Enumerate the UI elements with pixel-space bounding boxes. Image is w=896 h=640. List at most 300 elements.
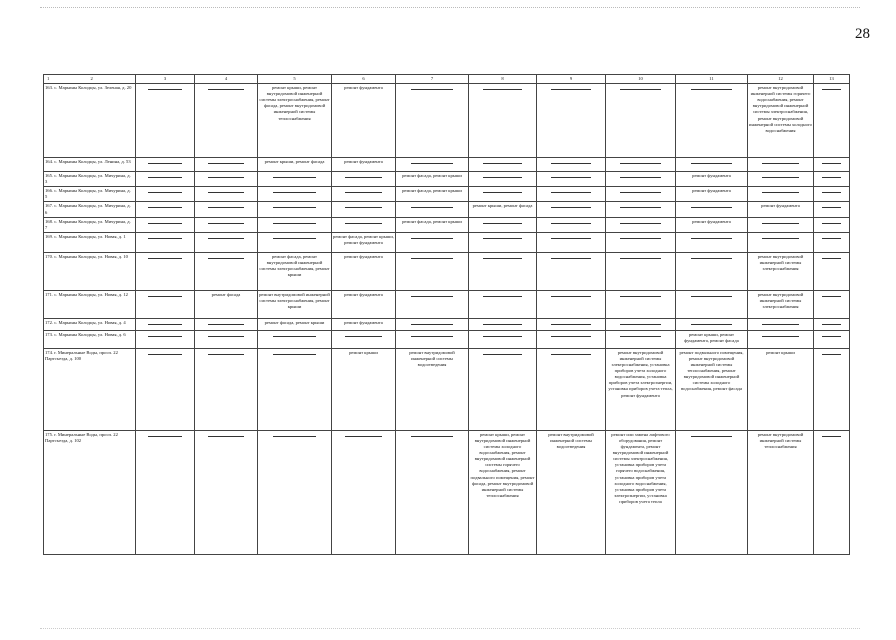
empty-dash-cell (258, 202, 332, 217)
work-cell: ремонт фасада (195, 290, 258, 318)
column-header-12: 12 (748, 75, 814, 84)
empty-dash-cell (136, 290, 195, 318)
dash-line (822, 223, 842, 224)
work-cell: ремонт фасада, ремонт внутридомовой инженерной системы электроснабжения, ремонт крыши (258, 252, 332, 290)
dash-line (822, 258, 842, 259)
dash-line (273, 238, 316, 239)
column-header-13: 13 (814, 75, 850, 84)
empty-dash-cell (676, 232, 748, 252)
table-row (44, 290, 850, 318)
address-cell: 164. с. Марьины Колодцы, ул. Ленина, д. 53 (44, 158, 136, 172)
empty-dash-cell (537, 290, 606, 318)
dash-line (822, 436, 842, 437)
empty-dash-cell (606, 252, 676, 290)
dash-line (483, 177, 522, 178)
empty-dash-cell (195, 158, 258, 172)
empty-dash-cell (537, 84, 606, 158)
empty-dash-cell (676, 202, 748, 217)
empty-dash-cell (469, 187, 537, 202)
page-number: 28 (855, 26, 870, 42)
dash-line (411, 89, 453, 90)
works-table-container (43, 74, 849, 555)
dash-line (620, 238, 660, 239)
dash-line (822, 192, 842, 193)
dash-line (822, 336, 842, 337)
dash-line (551, 89, 591, 90)
empty-dash-cell (136, 348, 195, 430)
dash-line (762, 238, 800, 239)
work-cell: ремонт внутридомовой инженерной системы электроснабжения, ремонт крыши (258, 290, 332, 318)
dash-line (691, 207, 732, 208)
empty-dash-cell (676, 318, 748, 330)
address-cell: 166. с. Марьины Колодцы, ул. Мичурина, д. 5 (44, 187, 136, 202)
empty-dash-cell (195, 348, 258, 430)
address-cell: 171. с. Марьины Колодцы, ул. Новая, д. 12 (44, 290, 136, 318)
dash-line (411, 238, 453, 239)
column-header-8: 8 (469, 75, 537, 84)
empty-dash-cell (396, 252, 469, 290)
dash-line (483, 163, 522, 164)
dash-line (691, 89, 732, 90)
empty-dash-cell (469, 158, 537, 172)
empty-dash-cell (469, 290, 537, 318)
empty-dash-cell (258, 430, 332, 554)
work-cell: ремонт фасада, ремонт крыши, ремонт фундамента (332, 232, 396, 252)
empty-dash-cell (814, 290, 850, 318)
dash-line (551, 296, 591, 297)
dash-line (411, 258, 453, 259)
dash-line (620, 89, 660, 90)
table-row (44, 187, 850, 202)
dash-line (691, 436, 732, 437)
dash-line (345, 192, 382, 193)
empty-dash-cell (469, 217, 537, 232)
dash-line (483, 238, 522, 239)
dash-line (483, 296, 522, 297)
empty-dash-cell (258, 172, 332, 187)
empty-dash-cell (136, 217, 195, 232)
dash-line (551, 223, 591, 224)
dash-line (691, 296, 732, 297)
empty-dash-cell (195, 430, 258, 554)
empty-dash-cell (814, 202, 850, 217)
dash-line (822, 89, 842, 90)
work-cell: ремонт фасада, ремонт крыши (396, 187, 469, 202)
empty-dash-cell (195, 232, 258, 252)
column-header-9: 9 (537, 75, 606, 84)
dash-line (822, 238, 842, 239)
empty-dash-cell (195, 318, 258, 330)
empty-dash-cell (814, 232, 850, 252)
column-header-4: 4 (195, 75, 258, 84)
empty-dash-cell (537, 217, 606, 232)
empty-dash-cell (537, 158, 606, 172)
dash-line (483, 354, 522, 355)
empty-dash-cell (748, 172, 814, 187)
empty-dash-cell (814, 172, 850, 187)
empty-dash-cell (396, 318, 469, 330)
dash-line (148, 354, 182, 355)
dash-line (411, 324, 453, 325)
dash-line (208, 163, 244, 164)
table-row (44, 172, 850, 187)
dash-line (208, 223, 244, 224)
empty-dash-cell (469, 318, 537, 330)
address-cell: 175. г. Минеральные Воды, просп. 22 Партсъезда, д. 102 (44, 430, 136, 554)
empty-dash-cell (396, 232, 469, 252)
dash-line (273, 207, 316, 208)
empty-dash-cell (537, 252, 606, 290)
work-cell: ремонт фасада, ремонт крыши (258, 318, 332, 330)
work-cell: ремонт крыши, ремонт фундамента, ремонт фасада (676, 330, 748, 348)
work-cell: ремонт внутридомовой инженерной системы горячего водоснабжения, ремонт внутридомовой инженерной системы электроснабжения, ремонт внутридомовой инженерной системы холодного водоснабжения (748, 84, 814, 158)
work-cell: ремонт внутридомовой инженерной системы водоотведения (537, 430, 606, 554)
empty-dash-cell (258, 217, 332, 232)
address-cell: 169. с. Марьины Колодцы, ул. Новая, д. 1 (44, 232, 136, 252)
dash-line (483, 223, 522, 224)
work-cell: ремонт внутридомовой инженерной системы водоотведения (396, 348, 469, 430)
dash-line (273, 177, 316, 178)
dash-line (483, 324, 522, 325)
empty-dash-cell (396, 330, 469, 348)
empty-dash-cell (332, 187, 396, 202)
empty-dash-cell (195, 252, 258, 290)
dash-line (208, 324, 244, 325)
work-cell: ремонт или замена лифтового оборудования, ремонт фундамента, ремонт внутридомовой инженерной системы электроснабжения, установка приборов учета горячего водоснабжения, установка приборов учета холодного водоснабжения, установка приборов учета электроэнергии, установка приборов учета тепла (606, 430, 676, 554)
empty-dash-cell (396, 84, 469, 158)
empty-dash-cell (748, 187, 814, 202)
column-header-3: 3 (136, 75, 195, 84)
works-table (43, 74, 850, 555)
empty-dash-cell (676, 290, 748, 318)
empty-dash-cell (396, 290, 469, 318)
address-cell: 174. г. Минеральные Воды, просп. 22 Партсъезда, д. 100 (44, 348, 136, 430)
column-header-6: 6 (332, 75, 396, 84)
empty-dash-cell (195, 217, 258, 232)
empty-dash-cell (469, 252, 537, 290)
dash-line (691, 163, 732, 164)
work-cell: ремонт фундамента (332, 158, 396, 172)
dash-line (551, 192, 591, 193)
empty-dash-cell (469, 330, 537, 348)
dash-line (822, 177, 842, 178)
column-header-11: 11 (676, 75, 748, 84)
empty-dash-cell (814, 318, 850, 330)
dash-line (551, 163, 591, 164)
dash-line (762, 192, 800, 193)
address-cell: 165. с. Марьины Колодцы, ул. Мичурина, д. 3 (44, 172, 136, 187)
column-header-5: 5 (258, 75, 332, 84)
dash-line (345, 436, 382, 437)
empty-dash-cell (606, 318, 676, 330)
dash-line (620, 258, 660, 259)
empty-dash-cell (606, 84, 676, 158)
dash-line (620, 177, 660, 178)
empty-dash-cell (136, 158, 195, 172)
empty-dash-cell (748, 232, 814, 252)
empty-dash-cell (332, 172, 396, 187)
work-cell: ремонт крыши, ремонт внутридомовой инженерной системы холодного водоснабжения, ремонт внутридомовой инженерной системы горячего водоснабжения, ремонт подвального помещения, ремонт фасада, ремонт внутридомовой инженерной системы теплоснабжения (469, 430, 537, 554)
empty-dash-cell (748, 330, 814, 348)
empty-dash-cell (606, 158, 676, 172)
dash-line (208, 238, 244, 239)
empty-dash-cell (136, 252, 195, 290)
table-row (44, 348, 850, 430)
dash-line (483, 336, 522, 337)
empty-dash-cell (195, 84, 258, 158)
column-header-10: 10 (606, 75, 676, 84)
table-row (44, 252, 850, 290)
dash-line (148, 89, 182, 90)
empty-dash-cell (136, 172, 195, 187)
dash-line (551, 336, 591, 337)
empty-dash-cell (748, 158, 814, 172)
dash-line (762, 324, 800, 325)
empty-dash-cell (136, 187, 195, 202)
work-cell: ремонт фасада, ремонт крыши (396, 217, 469, 232)
empty-dash-cell (814, 330, 850, 348)
dash-line (411, 296, 453, 297)
empty-dash-cell (136, 232, 195, 252)
dash-line (148, 177, 182, 178)
dash-line (762, 223, 800, 224)
empty-dash-cell (258, 187, 332, 202)
empty-dash-cell (469, 84, 537, 158)
empty-dash-cell (195, 172, 258, 187)
dash-line (822, 207, 842, 208)
empty-dash-cell (537, 187, 606, 202)
dash-line (691, 238, 732, 239)
dash-line (822, 163, 842, 164)
dash-line (345, 177, 382, 178)
dash-line (483, 192, 522, 193)
empty-dash-cell (814, 84, 850, 158)
dash-line (620, 324, 660, 325)
dash-line (483, 89, 522, 90)
empty-dash-cell (814, 252, 850, 290)
empty-dash-cell (814, 217, 850, 232)
empty-dash-cell (469, 348, 537, 430)
work-cell: ремонт фундамента (332, 290, 396, 318)
empty-dash-cell (606, 202, 676, 217)
work-cell: ремонт фундамента (332, 84, 396, 158)
dash-line (148, 296, 182, 297)
table-row (44, 330, 850, 348)
column-header-7: 7 (396, 75, 469, 84)
work-cell: ремонт фундамента (332, 318, 396, 330)
column-number: 1 (47, 76, 50, 81)
empty-dash-cell (136, 330, 195, 348)
address-cell: 168. с. Марьины Колодцы, ул. Мичурина, д. 7 (44, 217, 136, 232)
dash-line (148, 223, 182, 224)
column-header-1 (44, 75, 136, 84)
dash-line (822, 296, 842, 297)
empty-dash-cell (537, 330, 606, 348)
work-cell: ремонт подвального помещения, ремонт внутридомовой инженерной системы теплоснабжения, ремонт внутридомовой инженерной системы холодного водоснабжения, ремонт фасада (676, 348, 748, 430)
dash-line (691, 324, 732, 325)
work-cell: ремонт внутридомовой инженерной системы электроснабжения (748, 252, 814, 290)
dash-line (148, 163, 182, 164)
empty-dash-cell (332, 430, 396, 554)
dash-line (148, 436, 182, 437)
empty-dash-cell (396, 202, 469, 217)
dash-line (208, 258, 244, 259)
top-scan-edge (40, 7, 860, 8)
dash-line (620, 336, 660, 337)
empty-dash-cell (676, 252, 748, 290)
empty-dash-cell (537, 202, 606, 217)
dash-line (148, 207, 182, 208)
empty-dash-cell (748, 318, 814, 330)
dash-line (345, 207, 382, 208)
work-cell: ремонт крыши (748, 348, 814, 430)
dash-line (620, 163, 660, 164)
empty-dash-cell (258, 330, 332, 348)
dash-line (411, 436, 453, 437)
bottom-scan-edge (40, 628, 860, 629)
empty-dash-cell (136, 430, 195, 554)
column-number: 2 (90, 76, 93, 81)
work-cell: ремонт фасада, ремонт крыши (396, 172, 469, 187)
empty-dash-cell (469, 232, 537, 252)
dash-line (411, 336, 453, 337)
work-cell: ремонт фундамента (676, 217, 748, 232)
dash-line (551, 207, 591, 208)
empty-dash-cell (606, 290, 676, 318)
dash-line (208, 89, 244, 90)
dash-line (208, 192, 244, 193)
work-cell: ремонт крыши, ремонт фасада (469, 202, 537, 217)
empty-dash-cell (136, 318, 195, 330)
dash-line (822, 324, 842, 325)
dash-line (551, 238, 591, 239)
dash-line (620, 192, 660, 193)
empty-dash-cell (332, 202, 396, 217)
empty-dash-cell (748, 217, 814, 232)
empty-dash-cell (136, 202, 195, 217)
dash-line (273, 354, 316, 355)
dash-line (551, 258, 591, 259)
address-cell: 172. с. Марьины Колодцы, ул. Новая, д. 4 (44, 318, 136, 330)
dash-line (148, 192, 182, 193)
empty-dash-cell (606, 330, 676, 348)
work-cell: ремонт внутридомовой инженерной системы теплоснабжения (748, 430, 814, 554)
address-cell: 167. с. Марьины Колодцы, ул. Мичурина, д. 6 (44, 202, 136, 217)
empty-dash-cell (396, 430, 469, 554)
address-cell: 163. с. Марьины Колодцы, ул. Зеленая, д. 20 (44, 84, 136, 158)
dash-line (345, 223, 382, 224)
dash-line (148, 258, 182, 259)
empty-dash-cell (258, 232, 332, 252)
dash-line (208, 207, 244, 208)
empty-dash-cell (606, 172, 676, 187)
table-row (44, 202, 850, 217)
dash-line (148, 336, 182, 337)
table-row (44, 232, 850, 252)
address-cell: 170. с. Марьины Колодцы, ул. Новая, д. 10 (44, 252, 136, 290)
work-cell: ремонт фундамента (748, 202, 814, 217)
empty-dash-cell (396, 158, 469, 172)
empty-dash-cell (537, 172, 606, 187)
dash-line (620, 207, 660, 208)
table-row (44, 158, 850, 172)
dash-line (208, 436, 244, 437)
dash-line (762, 163, 800, 164)
empty-dash-cell (814, 430, 850, 554)
dash-line (273, 436, 316, 437)
dash-line (483, 258, 522, 259)
dash-line (551, 354, 591, 355)
empty-dash-cell (537, 318, 606, 330)
empty-dash-cell (606, 232, 676, 252)
empty-dash-cell (195, 330, 258, 348)
empty-dash-cell (606, 217, 676, 232)
empty-dash-cell (537, 232, 606, 252)
dash-line (273, 192, 316, 193)
dash-line (620, 223, 660, 224)
work-cell: ремонт фундамента (676, 187, 748, 202)
dash-line (551, 177, 591, 178)
empty-dash-cell (814, 158, 850, 172)
dash-line (762, 336, 800, 337)
table-header (44, 75, 850, 84)
empty-dash-cell (258, 348, 332, 430)
header-row (44, 75, 850, 84)
empty-dash-cell (676, 158, 748, 172)
table-row (44, 318, 850, 330)
dash-line (822, 354, 842, 355)
dash-line (620, 296, 660, 297)
work-cell: ремонт крыши, ремонт внутридомовой инженерной системы электроснабжения, ремонт фасада, ремонт внутридомовой инженерной системы теплоснабжения (258, 84, 332, 158)
dash-line (208, 177, 244, 178)
dash-line (691, 258, 732, 259)
empty-dash-cell (195, 202, 258, 217)
empty-dash-cell (136, 84, 195, 158)
empty-dash-cell (537, 348, 606, 430)
empty-dash-cell (814, 187, 850, 202)
dash-line (551, 324, 591, 325)
empty-dash-cell (332, 330, 396, 348)
empty-dash-cell (676, 84, 748, 158)
empty-dash-cell (195, 187, 258, 202)
table-row (44, 84, 850, 158)
dash-line (762, 177, 800, 178)
dash-line (208, 354, 244, 355)
dash-line (411, 207, 453, 208)
empty-dash-cell (676, 430, 748, 554)
dash-line (148, 238, 182, 239)
empty-dash-cell (332, 217, 396, 232)
table-row (44, 217, 850, 232)
dash-line (273, 223, 316, 224)
work-cell: ремонт крыши, ремонт фасада (258, 158, 332, 172)
empty-dash-cell (469, 172, 537, 187)
work-cell: ремонт крыши (332, 348, 396, 430)
dash-line (148, 324, 182, 325)
address-cell: 173. с. Марьины Колодцы, ул. Новая, д. 6 (44, 330, 136, 348)
work-cell: ремонт фундамента (332, 252, 396, 290)
dash-line (208, 336, 244, 337)
dash-line (273, 336, 316, 337)
work-cell: ремонт внутридомовой инженерной системы электроснабжения, установка приборов учета холодного водоснабжения, установка приборов учета электроэнергии, установка приборов учета тепла, ремонт фундамента (606, 348, 676, 430)
table-row (44, 430, 850, 554)
table-body (44, 84, 850, 555)
empty-dash-cell (814, 348, 850, 430)
dash-line (411, 163, 453, 164)
empty-dash-cell (606, 187, 676, 202)
work-cell: ремонт фундамента (676, 172, 748, 187)
dash-line (345, 336, 382, 337)
